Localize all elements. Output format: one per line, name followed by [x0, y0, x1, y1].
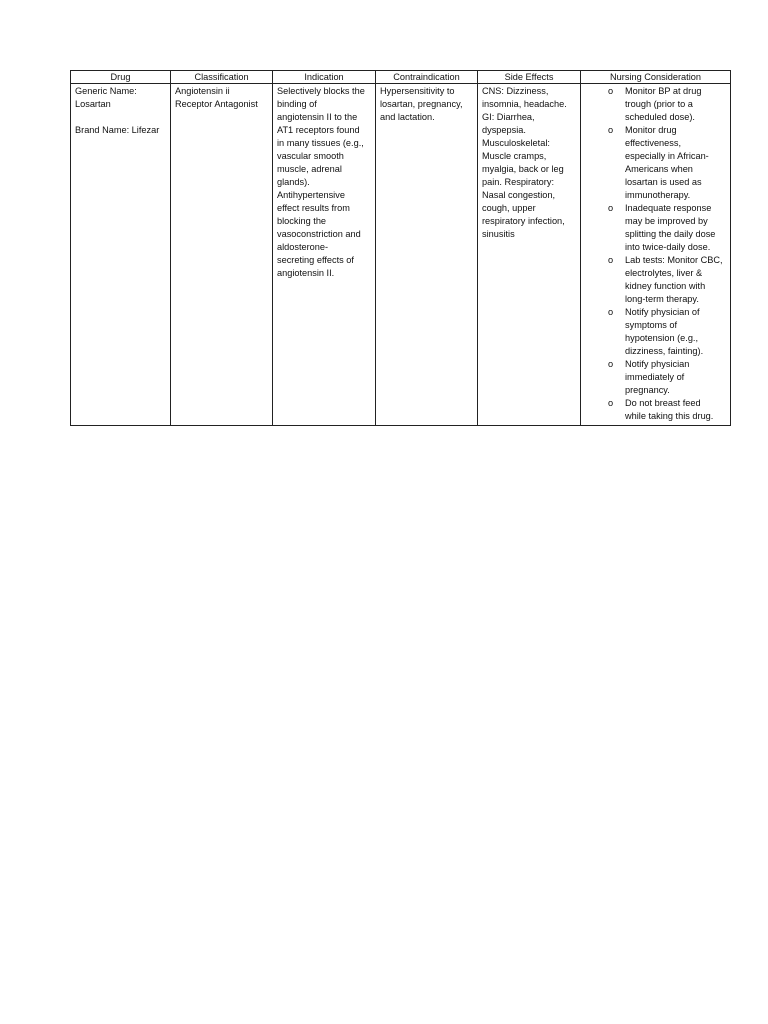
bullet-icon: o: [608, 255, 614, 265]
nursing-consideration-line: splitting the daily dose: [625, 229, 716, 239]
side-effects-line: dyspepsia.: [482, 125, 526, 135]
contraindication-line: losartan, pregnancy,: [380, 99, 463, 109]
nursing-consideration-line: may be improved by: [625, 216, 708, 226]
indication-line: vasoconstriction and: [277, 229, 361, 239]
nursing-consideration-line: especially in African-: [625, 151, 709, 161]
nursing-consideration-list: [585, 85, 726, 423]
nursing-consideration-line: effectiveness,: [625, 138, 682, 148]
header-drug: Drug: [71, 71, 171, 84]
side-effects-line: respiratory infection,: [482, 216, 565, 226]
header-contraindication: Contraindication: [376, 71, 478, 84]
header-classification: Classification: [171, 71, 273, 84]
nursing-consideration-line: Do not breast feed: [625, 398, 701, 408]
indication-line: effect results from: [277, 203, 350, 213]
nursing-consideration-line: immunotherapy.: [625, 190, 691, 200]
indication-line: blocking the: [277, 216, 327, 226]
indication-line: secreting effects of: [277, 255, 354, 265]
list-item: [585, 124, 726, 202]
list-item: [585, 397, 726, 423]
nursing-consideration-line: Inadequate response: [625, 203, 712, 213]
cell-indication: [273, 84, 376, 426]
header-indication: Indication: [273, 71, 376, 84]
nursing-consideration-line: while taking this drug.: [625, 411, 714, 421]
side-effects-line: insomnia, headache.: [482, 99, 567, 109]
nursing-consideration-line: electrolytes, liver &: [625, 268, 703, 278]
side-effects-line: Muscle cramps,: [482, 151, 547, 161]
cell-drug: [71, 84, 171, 426]
cell-nursing-consideration: [581, 84, 731, 426]
nursing-consideration-line: kidney function with: [625, 281, 706, 291]
indication-line: AT1 receptors found: [277, 125, 360, 135]
nursing-consideration-line: dizziness, fainting).: [625, 346, 704, 356]
bullet-icon: o: [608, 125, 614, 135]
side-effects-line: CNS: Dizziness,: [482, 86, 549, 96]
nursing-consideration-line: symptoms of: [625, 320, 678, 330]
contraindication-line: Hypersensitivity to: [380, 86, 455, 96]
brand-name: Brand Name: Lifezar: [75, 125, 160, 135]
nursing-consideration-line: long-term therapy.: [625, 294, 699, 304]
nursing-consideration-line: immediately of: [625, 372, 685, 382]
list-item: [585, 306, 726, 358]
side-effects-line: Musculoskeletal:: [482, 138, 550, 148]
bullet-icon: o: [608, 398, 614, 408]
indication-line: binding of: [277, 99, 317, 109]
nursing-consideration-line: Americans when: [625, 164, 693, 174]
generic-name-label: Generic Name:: [75, 86, 137, 96]
side-effects-line: cough, upper: [482, 203, 536, 213]
list-item: [585, 202, 726, 254]
cell-contraindication: [376, 84, 478, 426]
indication-line: Selectively blocks the: [277, 86, 365, 96]
bullet-icon: o: [608, 86, 614, 96]
nursing-consideration-line: Monitor BP at drug: [625, 86, 702, 96]
nursing-consideration-line: hypotension (e.g.,: [625, 333, 699, 343]
contraindication-line: and lactation.: [380, 112, 435, 122]
table-row: [71, 84, 731, 426]
nursing-consideration-line: Lab tests: Monitor CBC,: [625, 255, 723, 265]
side-effects-line: myalgia, back or leg: [482, 164, 564, 174]
indication-line: aldosterone-: [277, 242, 329, 252]
indication-line: in many tissues (e.g.,: [277, 138, 364, 148]
indication-line: muscle, adrenal: [277, 164, 342, 174]
nursing-consideration-line: trough (prior to a: [625, 99, 693, 109]
nursing-consideration-line: Notify physician: [625, 359, 690, 369]
list-item: [585, 358, 726, 397]
indication-line: vascular smooth: [277, 151, 344, 161]
header-side-effects: Side Effects: [478, 71, 581, 84]
side-effects-line: GI: Diarrhea,: [482, 112, 535, 122]
nursing-consideration-line: Notify physician of: [625, 307, 700, 317]
bullet-icon: o: [608, 359, 614, 369]
side-effects-line: pain. Respiratory:: [482, 177, 555, 187]
drug-table: [70, 70, 731, 426]
nursing-consideration-line: into twice-daily dose.: [625, 242, 711, 252]
cell-side-effects: [478, 84, 581, 426]
indication-line: Antihypertensive: [277, 190, 345, 200]
list-item: [585, 254, 726, 306]
generic-name-value: Losartan: [75, 99, 111, 109]
nursing-consideration-line: pregnancy.: [625, 385, 670, 395]
list-item: [585, 85, 726, 124]
nursing-consideration-line: scheduled dose).: [625, 112, 695, 122]
header-nursing-consideration: Nursing Consideration: [581, 71, 731, 84]
classification-line: Angiotensin ii: [175, 86, 230, 96]
side-effects-line: Nasal congestion,: [482, 190, 556, 200]
indication-line: angiotensin II.: [277, 268, 335, 278]
side-effects-line: sinusitis: [482, 229, 515, 239]
classification-line: Receptor Antagonist: [175, 99, 258, 109]
indication-line: glands).: [277, 177, 310, 187]
bullet-icon: o: [608, 203, 614, 213]
table-header-row: [71, 71, 731, 84]
nursing-consideration-line: losartan is used as: [625, 177, 702, 187]
nursing-consideration-line: Monitor drug: [625, 125, 677, 135]
bullet-icon: o: [608, 307, 614, 317]
cell-classification: [171, 84, 273, 426]
indication-line: angiotensin II to the: [277, 112, 358, 122]
